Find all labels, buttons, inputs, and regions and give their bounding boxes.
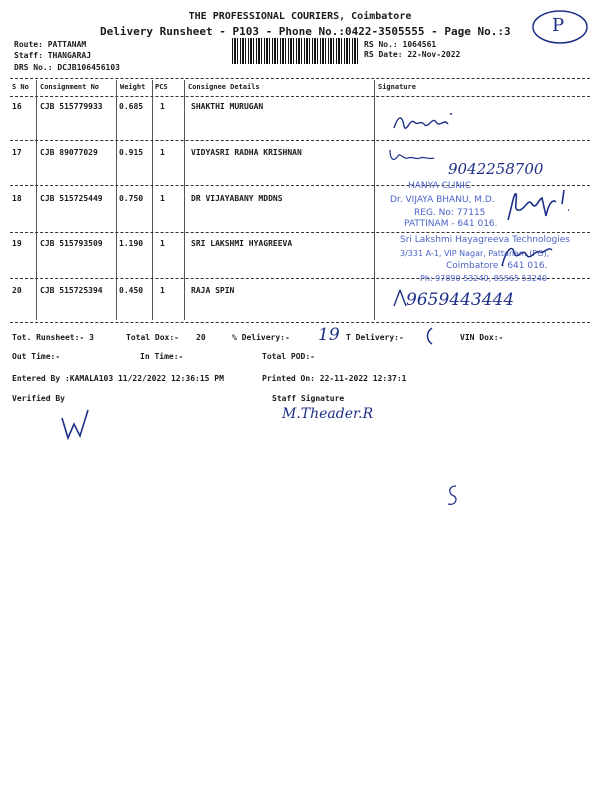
staff-label: Staff: THANGARAJ (14, 51, 92, 60)
runsheet-subtitle: Delivery Runsheet - P103 - Phone No.:0422-3505555 - Page No.:3 (100, 25, 511, 38)
handwritten-phone-2: 9659443444 (406, 290, 515, 310)
row-pcs: 1 (160, 286, 165, 295)
total-dox-label: Total Dox:- (126, 333, 179, 342)
out-time: Out Time:- (12, 352, 61, 361)
row-pcs: 1 (160, 239, 165, 248)
entered-by: Entered By :KAMALA103 11/22/2022 12:36:15 PM (12, 374, 224, 383)
row-rule (10, 140, 590, 141)
row-weight: 1.190 (119, 239, 144, 248)
barcode (232, 38, 360, 64)
rs-date: RS Date: 22-Nov-2022 (364, 50, 461, 59)
col-rule (116, 80, 117, 320)
shop-stamp-line: 3/331 A-1, VIP Nagar, Pattanam (PO), (400, 249, 550, 258)
row-sno: 20 (12, 286, 22, 295)
verifier-signature (58, 404, 98, 444)
clinic-stamp-line: Dr. VIJAYA BHANU, M.D. (390, 195, 495, 205)
row-consignee: VIDYASRI RADHA KRISHNAN (191, 148, 302, 157)
row-consignment: CJB 515793509 (40, 239, 103, 248)
col-rule (374, 80, 375, 320)
row-consignment: CJB 515725394 (40, 286, 103, 295)
total-pod: Total POD:- (262, 352, 315, 361)
row-consignee: SHAKTHI MURUGAN (191, 102, 264, 111)
shop-stamp-line: Coimbatore - 641 016. (446, 261, 548, 271)
signature-row-18 (502, 186, 582, 226)
shop-stamp-line: Ph: 97890 53240, 85565 53240 (420, 274, 548, 283)
row-pcs: 1 (160, 194, 165, 203)
col-weight: Weight (120, 83, 146, 91)
clinic-stamp-line: HANYA CLINIC (408, 181, 472, 191)
rs-number: RS No.: 1064561 (364, 40, 437, 49)
t-delivery-label: T Delivery:- (346, 333, 404, 342)
header-bottom-rule (10, 96, 590, 97)
row-weight: 0.750 (119, 194, 144, 203)
verified-by: Verified By (12, 394, 65, 403)
printed-on: Printed On: 22-11-2022 12:37:1 (262, 374, 407, 383)
col-consignee: Consignee Details (188, 83, 260, 91)
row-consignment: CJB 515779933 (40, 102, 103, 111)
table-bottom-rule (10, 322, 590, 323)
in-time: In Time:- (140, 352, 184, 361)
table-top-rule (10, 78, 590, 79)
drs-number: DRS No.: DCJB106456103 (14, 63, 120, 72)
row-consignee: RAJA SPIN (191, 286, 235, 295)
delivery-value: 19 (318, 325, 340, 345)
signature-row-20-mark (390, 288, 412, 308)
row-sno: 17 (12, 148, 22, 157)
row-pcs: 1 (160, 102, 165, 111)
row-consignee: SRI LAKSHMI HYAGREEVA (191, 239, 293, 248)
total-dox-value: 20 (196, 333, 206, 342)
row-sno: 16 (12, 102, 22, 111)
row-pcs: 1 (160, 148, 165, 157)
delivery-label: % Delivery:- (232, 333, 290, 342)
signature-row-16 (392, 108, 472, 138)
route-label: Route: PATTANAM (14, 40, 87, 49)
row-sno: 18 (12, 194, 22, 203)
row-weight: 0.915 (119, 148, 144, 157)
row-consignee: DR VIJAYABANY MDDNS (191, 194, 283, 203)
col-consignment: Consignment No (40, 83, 100, 91)
staff-signature: M.Theader.R (282, 406, 374, 422)
row-consignment: CJB 515725449 (40, 194, 103, 203)
row-weight: 0.685 (119, 102, 144, 111)
row-sno: 19 (12, 239, 22, 248)
t-delivery-mark (424, 326, 436, 346)
tot-runsheet: Tot. Runsheet:- 3 (12, 333, 94, 342)
company-title: THE PROFESSIONAL COURIERS, Coimbatore (188, 11, 412, 22)
signature-row-19 (498, 240, 568, 270)
staff-signature-label: Staff Signature (272, 394, 345, 403)
col-rule (184, 80, 185, 320)
row-consignment: CJB 89077029 (40, 148, 98, 157)
col-rule (152, 80, 153, 320)
col-signature: Signature (378, 83, 416, 91)
col-pcs: PCS (155, 83, 168, 91)
row-weight: 0.450 (119, 286, 144, 295)
n-dox-label: VIN Dox:- (460, 333, 504, 342)
col-sno: S No (12, 83, 29, 91)
shop-stamp-line: Sri Lakshmi Hayagreeva Technologies (400, 235, 570, 245)
stray-mark (444, 484, 460, 508)
handwritten-phone-1: 9042258700 (448, 160, 544, 178)
clinic-stamp-line: REG. No: 77115 (414, 208, 486, 218)
clinic-stamp-line: PATTINAM - 641 016. (404, 219, 498, 229)
col-rule (36, 80, 37, 320)
page-mark: P (552, 15, 565, 36)
row-rule (10, 232, 590, 233)
